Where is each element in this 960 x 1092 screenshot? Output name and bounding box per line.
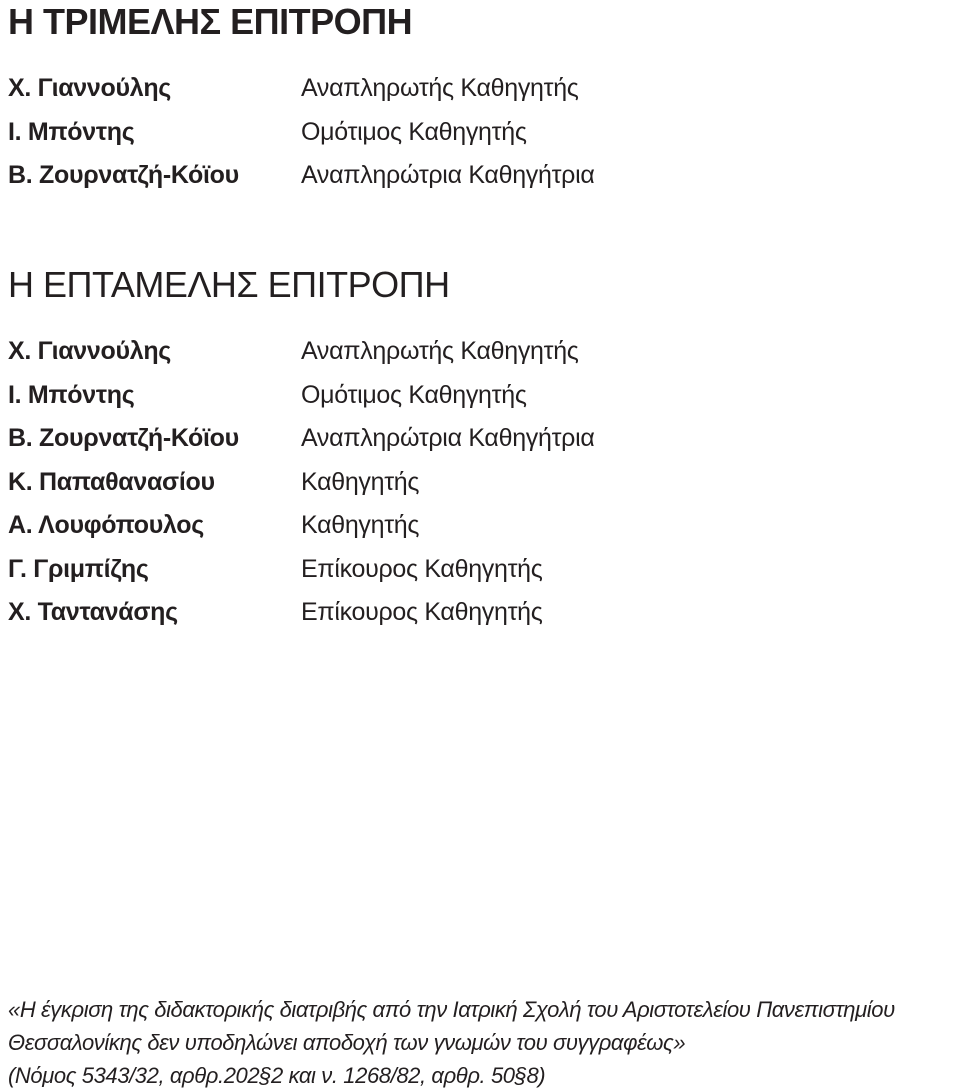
member-name: Χ. Γιαννούλης	[8, 74, 172, 102]
member-name: Χ. Γιαννούλης	[8, 337, 172, 365]
seven-member-committee-list	[8, 330, 948, 635]
member-rank: Αναπληρωτής Καθηγητής	[301, 74, 579, 102]
list-item	[8, 330, 948, 374]
member-name: Κ. Παπαθανασίου	[8, 467, 215, 496]
list-item	[8, 154, 948, 198]
list-item	[8, 111, 948, 155]
list-item	[8, 461, 948, 505]
disclaimer-line-2: Θεσσαλονίκης δεν υποδηλώνει αποδοχή των γνωμών του συγγραφέως»	[8, 1030, 686, 1055]
member-rank: Αναπληρώτρια Καθηγήτρια	[301, 424, 595, 452]
member-name: Α. Λουφόπουλος	[8, 511, 204, 539]
three-member-committee-list	[8, 67, 948, 198]
member-name: Ι. Μπόντης	[8, 380, 135, 409]
member-name: Β. Ζουρνατζή-Κόϊου	[8, 424, 239, 452]
three-member-committee-title: Η ΤΡΙΜΕΛΗΣ ΕΠΙΤΡΟΠΗ	[8, 1, 413, 42]
member-rank: Ομότιμος Καθηγητής	[301, 117, 527, 146]
member-rank: Καθηγητής	[301, 467, 420, 496]
member-rank: Επίκουρος Καθηγητής	[301, 554, 543, 583]
member-rank: Αναπληρώτρια Καθηγήτρια	[301, 161, 595, 189]
list-item	[8, 591, 948, 635]
member-name: Ι. Μπόντης	[8, 117, 135, 146]
list-item	[8, 67, 948, 111]
member-name: Γ. Γριμπίζης	[8, 554, 149, 583]
approval-disclaimer	[8, 993, 958, 1092]
member-rank: Επίκουρος Καθηγητής	[301, 598, 543, 626]
disclaimer-citation: (Νόμος 5343/32, αρθρ.202§2 και ν. 1268/82, αρθρ. 50§8)	[8, 1063, 546, 1088]
member-name: Β. Ζουρνατζή-Κόϊου	[8, 161, 239, 189]
member-rank: Καθηγητής	[301, 511, 420, 539]
list-item	[8, 374, 948, 418]
list-item	[8, 417, 948, 461]
member-rank: Ομότιμος Καθηγητής	[301, 380, 527, 409]
member-name: Χ. Ταντανάσης	[8, 598, 178, 626]
member-rank: Αναπληρωτής Καθηγητής	[301, 337, 579, 365]
list-item	[8, 504, 948, 548]
seven-member-committee-title: Η ΕΠΤΑΜΕΛΗΣ ΕΠΙΤΡΟΠΗ	[8, 264, 450, 305]
disclaimer-line-1: «Η έγκριση της διδακτορικής διατριβής από την Ιατρική Σχολή του Αριστοτελείου Πανεπιστημίου	[8, 997, 895, 1022]
list-item	[8, 548, 948, 592]
